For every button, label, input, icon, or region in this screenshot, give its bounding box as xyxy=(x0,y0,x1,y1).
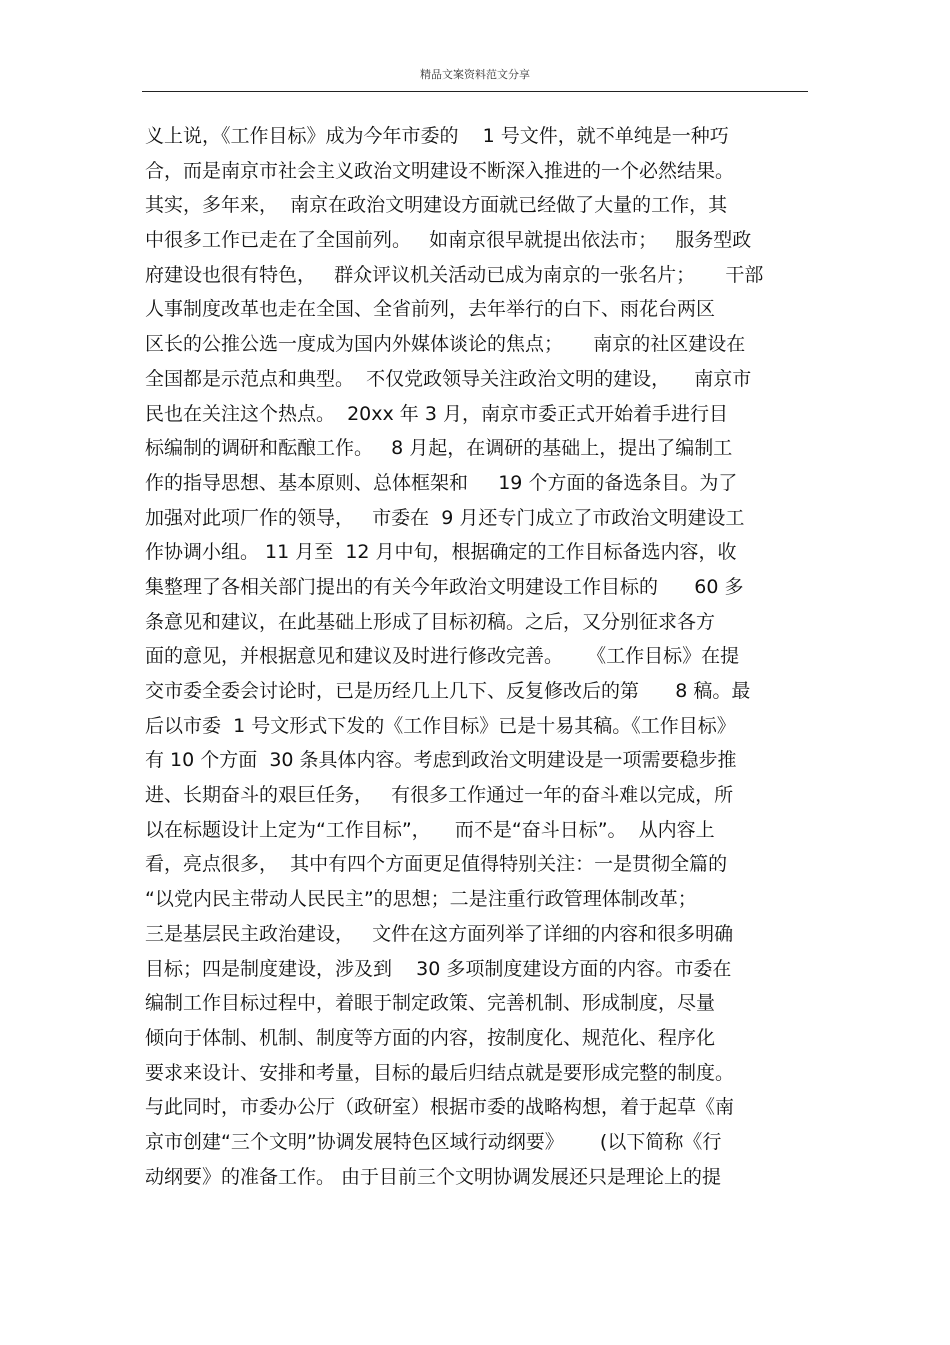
text-line: 中很多工作已走在了全国前列。 如南京很早就提出依法市； 服务型政 xyxy=(145,229,752,252)
text-line: 有 10 个方面 30 条具体内容。考虑到政治文明建设是一项需要稳步推 xyxy=(145,749,737,772)
text-line: 加强对此项厂作的领导， 市委在 9 月还专门成立了市政治文明建设工 xyxy=(145,506,745,529)
text-line: 以在标题设计上定为“工作目标”， 而不是“奋斗日标”。 从内容上 xyxy=(145,818,715,841)
text-line: 人事制度改革也走在全国、全省前列，去年举行的白下、雨花台两区 xyxy=(145,298,716,321)
text-line: “以党内民主带动人民民主”的思想；二是注重行政管理体制改革； xyxy=(145,888,697,911)
text-line: 全国都是示范点和典型。 不仅党政领导关注政治文明的建设， 南京市 xyxy=(145,367,752,390)
text-line: 义上说，《工作目标》成为今年市委的 1 号文件，就不单纯是一种巧 xyxy=(145,125,729,147)
text-line: 合，而是南京市社会主义政治文明建设不断深入推进的一个必然结果。 xyxy=(145,159,735,182)
document-body xyxy=(145,119,815,1194)
page-header xyxy=(0,66,950,82)
text-line: 编制工作目标过程中，着眼于制定政策、完善机制、形成制度，尽量 xyxy=(145,992,716,1015)
text-line: 面的意见，并根据意见和建议及时进行修改完善。 《工作目标》在提 xyxy=(145,645,740,668)
text-line: 集整理了各相关部门提出的有关今年政治文明建设工作目标的 60 多 xyxy=(145,575,744,598)
text-line: 目标；四是制度建设，涉及到 30 多项制度建设方面的内容。市委在 xyxy=(145,957,732,980)
text-line: 京市创建“三个文明”协调发展特色区域行动纲要》 (以下简称《行 xyxy=(145,1130,722,1153)
text-line: 三是基层民主政治建设， 文件在这方面列举了详细的内容和很多明确 xyxy=(145,922,734,945)
text-line: 与此同时，市委办公厅（政研室）根据市委的战略构想，着于起草《南 xyxy=(145,1096,735,1119)
text-line: 看，亮点很多， 其中有四个方面更足值得特别关注：一是贯彻全篇的 xyxy=(145,853,728,876)
header-divider xyxy=(142,91,808,92)
text-line: 民也在关注这个热点。 20xx 年 3 月，南京市委正式开始着手进行目 xyxy=(145,402,728,425)
text-line: 作的指导思想、基本原则、总体框架和 19 个方面的备选条目。为了 xyxy=(145,471,738,494)
text-line: 要求来设计、安排和考量，目标的最后归结点就是要形成完整的制度。 xyxy=(145,1061,735,1084)
text-line: 条意见和建议，在此基础上形成了目标初稿。之后，又分别征求各方 xyxy=(145,610,716,633)
text-line: 府建设也很有特色， 群众评议机关活动已成为南京的一张名片； 干部 xyxy=(145,263,764,286)
text-line: 其实，多年来， 南京在政治文明建设方面就已经做了大量的工作，其 xyxy=(145,194,728,217)
text-line: 动纲要》的准备工作。 由于目前三个文明协调发展还只是理论上的提 xyxy=(145,1165,722,1188)
text-line: 交市委全委会讨论时，已是历经几上几下、反复修改后的第 8 稿。最 xyxy=(145,680,751,702)
text-line: 进、长期奋斗的艰巨任务， 有很多工作通过一年的奋斗难以完成，所 xyxy=(145,784,734,807)
text-line: 区长的公推公选一度成为国内外媒体谈论的焦点； 南京的社区建设在 xyxy=(145,333,746,356)
text-line: 后以市委 1 号文形式下发的《工作目标》已是十易其稿。《工作目标》 xyxy=(145,714,736,737)
text-line: 作协调小组。 11 月至 12 月中旬，根据确定的工作目标备选内容，收 xyxy=(145,541,737,564)
text-line: 倾向于体制、机制、制度等方面的内容，按制度化、规范化、程序化 xyxy=(145,1026,716,1049)
text-line: 标编制的调研和酝酿工作。 8 月起，在调研的基础上，提出了编制工 xyxy=(145,437,733,460)
header-title: 精品文案资料范文分享 xyxy=(420,68,530,81)
